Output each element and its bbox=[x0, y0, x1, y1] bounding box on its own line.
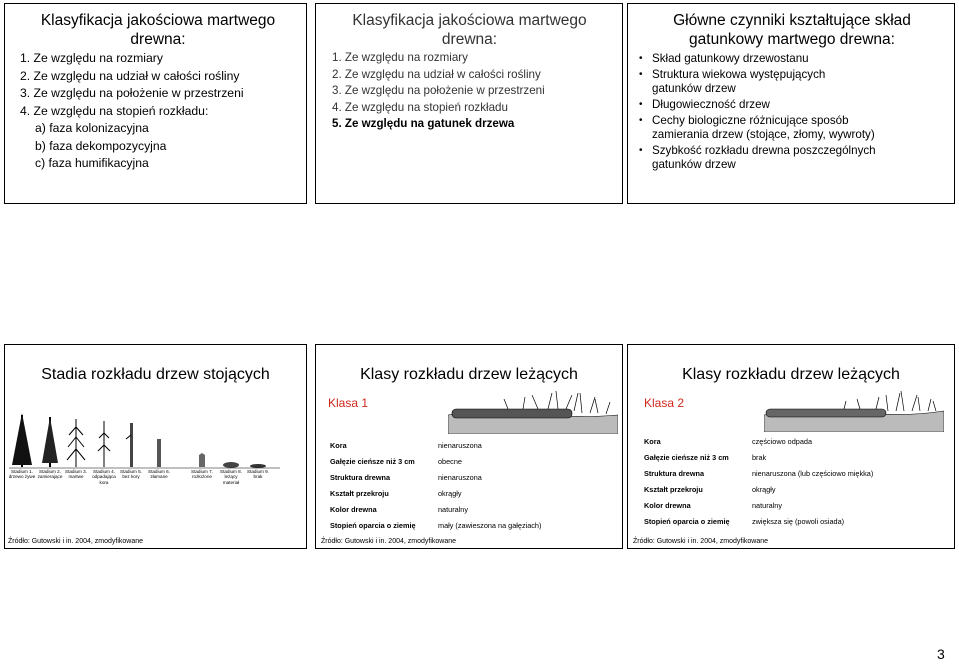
property-label: Kształt przekroju bbox=[330, 489, 389, 498]
stage-label: Stadium 6. złamane bbox=[148, 469, 170, 480]
source-caption: Źródło: Gutowski i in. 2004, zmodyfikowane bbox=[8, 538, 144, 545]
log-class-2-illustration bbox=[764, 387, 944, 432]
list-item: a) faza kolonizacyjna bbox=[35, 121, 149, 135]
property-label: Stopień oparcia o ziemię bbox=[644, 517, 730, 526]
property-label: Kolor drewna bbox=[330, 505, 377, 514]
slide-1-title: Klasyfikacja jakościowa martwego drewna: bbox=[40, 12, 276, 48]
list-item: • Skład gatunkowy drzewostanu bbox=[636, 52, 876, 66]
list-item: • Cechy biologiczne różnicujące sposób zamierania drzew (stojące, złomy, wywroty) bbox=[636, 114, 876, 142]
list-item: 1. Ze względu na rozmiary bbox=[20, 51, 163, 65]
property-label: Gałęzie cieńsze niż 3 cm bbox=[330, 457, 415, 466]
list-item: 2. Ze względu na udział w całości rośliny bbox=[332, 67, 541, 81]
property-value: obecne bbox=[438, 457, 462, 466]
property-value: nienaruszona bbox=[438, 441, 482, 450]
source-caption: Źródło: Gutowski i in. 2004, zmodyfikowane bbox=[321, 538, 457, 545]
slide-5 bbox=[315, 344, 623, 549]
tree-stage-3-icon bbox=[67, 419, 85, 467]
log-class-1-illustration bbox=[448, 389, 618, 434]
tree-stage-6-icon bbox=[157, 439, 161, 467]
list-item: • Długowieczność drzew bbox=[636, 98, 876, 112]
property-label: Kształt przekroju bbox=[644, 485, 703, 494]
property-label: Kora bbox=[644, 437, 661, 446]
tree-stage-5-icon bbox=[126, 423, 133, 467]
stage-label: Stadium 9. brak bbox=[247, 469, 269, 480]
slide-3-bullets bbox=[636, 52, 876, 174]
stage-label: Stadium 2. zamierające bbox=[37, 469, 63, 480]
tree-stage-4-icon bbox=[98, 421, 110, 467]
property-label: Kolor drewna bbox=[644, 501, 691, 510]
list-item: b) faza dekompozycyjna bbox=[35, 138, 167, 153]
stage-label: Stadium 8. leżący materiał bbox=[220, 469, 242, 485]
stage-label: Stadium 4. odpadająca kora bbox=[92, 469, 116, 485]
list-item-highlighted: 5. Ze względu na gatunek drzewa bbox=[332, 117, 515, 131]
property-value: okrągły bbox=[438, 489, 462, 498]
slide-6-title: Klasy rozkładu drzew leżących bbox=[682, 366, 900, 383]
property-label: Struktura drewna bbox=[644, 469, 705, 478]
list-item: 4. Ze względu na stopień rozkładu: bbox=[20, 103, 209, 118]
stage-label: Stadium 7. rozłożone bbox=[191, 469, 213, 480]
list-item: 2. Ze względu na udział w całości rośliny bbox=[20, 68, 240, 83]
property-value: mały (zawieszona na gałęziach) bbox=[438, 521, 542, 530]
property-value: okrągły bbox=[752, 485, 776, 494]
tree-stage-1-icon bbox=[12, 413, 32, 467]
slide-2-title: Klasyfikacja jakościowa martwego drewna: bbox=[352, 12, 587, 48]
slide-3-title: Główne czynniki kształtujące skład gatunkowy martwego drewna: bbox=[673, 12, 911, 48]
tree-stage-7-icon bbox=[199, 453, 205, 467]
property-label: Kora bbox=[330, 441, 347, 450]
page-number: 3 bbox=[937, 646, 945, 662]
property-label: Struktura drewna bbox=[330, 473, 391, 482]
tree-stage-8-icon bbox=[223, 462, 239, 468]
slide-4-title: Stadia rozkładu drzew stojących bbox=[41, 366, 270, 383]
tree-stage-2-icon bbox=[42, 417, 58, 467]
list-item: 3. Ze względu na położenie w przestrzeni bbox=[20, 86, 244, 101]
property-value: częściowo odpada bbox=[752, 437, 813, 446]
list-item: 4. Ze względu na stopień rozkładu bbox=[332, 100, 508, 114]
list-item: c) faza humifikacyjna bbox=[35, 156, 149, 171]
source-caption: Źródło: Gutowski i in. 2004, zmodyfikowane bbox=[633, 538, 769, 545]
slide-6 bbox=[627, 344, 955, 549]
slide-2 bbox=[315, 3, 623, 204]
property-label: Stopień oparcia o ziemię bbox=[330, 521, 416, 530]
list-item: • Struktura wiekowa występujących gatunków drzew bbox=[636, 68, 876, 96]
list-item: 3. Ze względu na położenie w przestrzeni bbox=[332, 84, 545, 98]
property-label: Gałęzie cieńsze niż 3 cm bbox=[644, 453, 729, 462]
slide-1 bbox=[4, 3, 307, 204]
list-item: • Szybkość rozkładu drewna poszczególnych gatunków drzew bbox=[636, 144, 876, 172]
slide-1-sublist bbox=[35, 120, 285, 173]
stage-label: Stadium 1. drzewo żywe bbox=[8, 469, 36, 480]
property-value: nienaruszona bbox=[438, 473, 482, 482]
slide-2-list bbox=[332, 50, 617, 133]
list-item: 1. Ze względu na rozmiary bbox=[332, 51, 468, 64]
property-value: brak bbox=[752, 453, 767, 462]
slide-5-title: Klasy rozkładu drzew leżących bbox=[360, 366, 578, 383]
slide-4 bbox=[4, 344, 307, 549]
stage-label: Stadium 5. bez kory bbox=[120, 469, 142, 480]
property-value: naturalny bbox=[752, 501, 783, 510]
slide-1-list bbox=[20, 50, 305, 120]
stage-label: Stadium 3. martwe bbox=[65, 469, 87, 480]
klasa-label: Klasa 1 bbox=[328, 396, 369, 410]
property-value: naturalny bbox=[438, 505, 469, 514]
klasa-label: Klasa 2 bbox=[644, 396, 685, 410]
property-value: nienaruszona (lub częściowo miękka) bbox=[752, 469, 874, 478]
tree-stage-9-icon bbox=[250, 464, 266, 468]
slide-3 bbox=[627, 3, 955, 204]
property-value: zwiększa się (powoli osiada) bbox=[752, 517, 845, 526]
